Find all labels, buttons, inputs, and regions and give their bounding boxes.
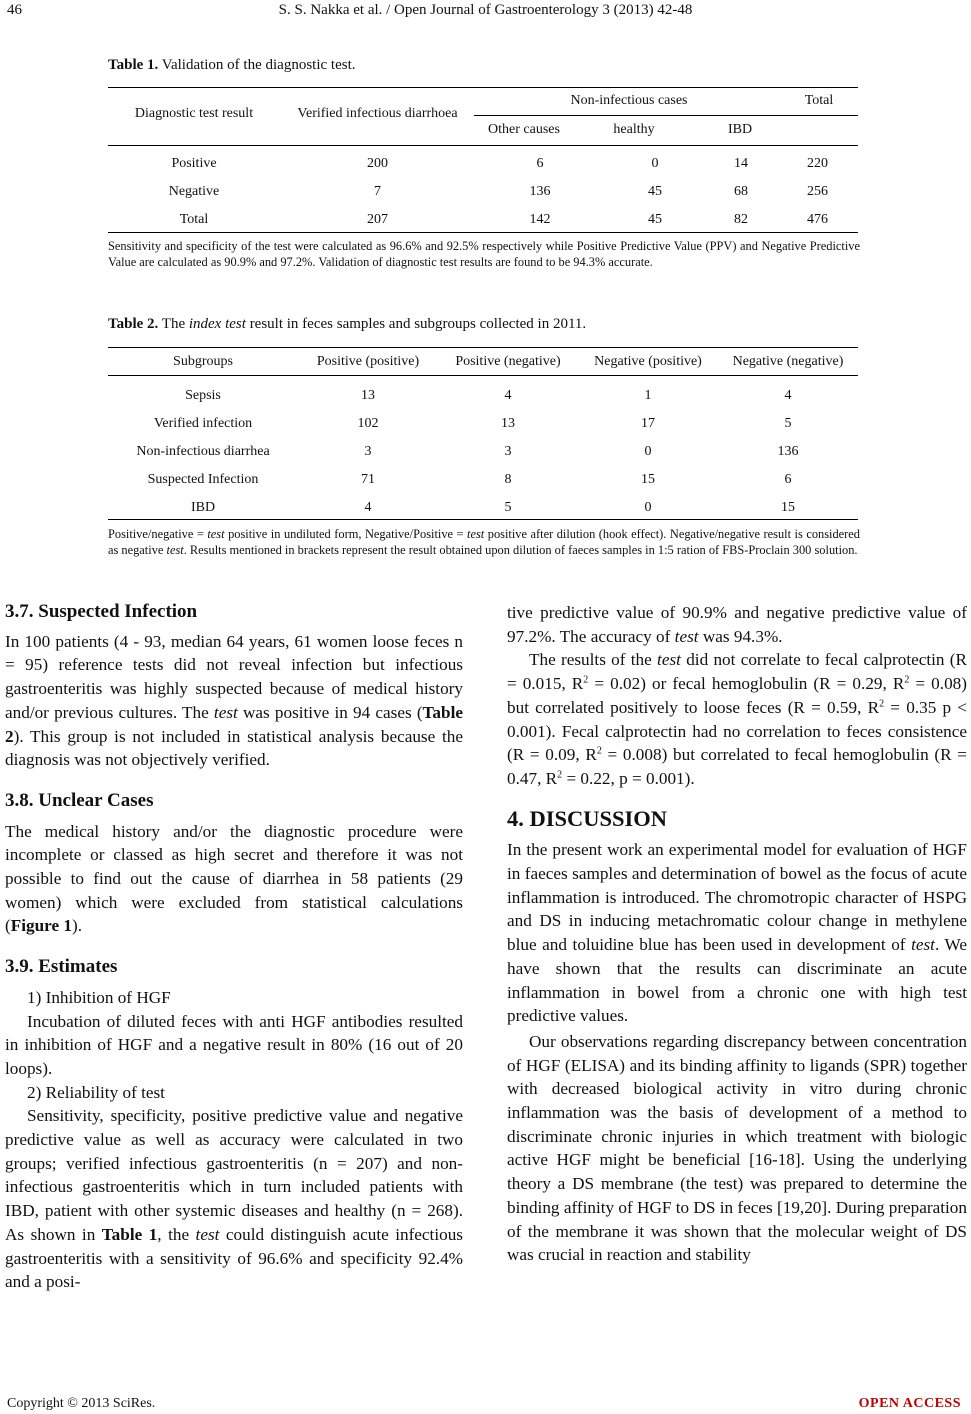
table-cell: 1 <box>644 388 652 403</box>
table1-col-total: Total <box>804 93 834 108</box>
right-column <box>507 601 967 1267</box>
table-cell: 8 <box>504 472 512 487</box>
paragraph: tive predictive value of 90.9% and negative predictive value of 97.2%. The accuracy of test was 94.3%. <box>507 603 967 646</box>
table1-sub-ibd: IBD <box>727 122 753 137</box>
column-header: Positive (negative) <box>455 354 561 369</box>
table-cell: 0 <box>644 500 652 515</box>
table-row <box>108 150 858 178</box>
table1-note: Sensitivity and specificity of the test were calculated as 96.6% and 92.5% respectively while Positive Predictive Value (PPV) and Negative Predictive Value are calculated as 90.9% and 97.2%. Validation of diagnostic test results are found to be 94.3% accurate. <box>108 239 860 269</box>
table-cell: 6 <box>784 472 792 487</box>
table2 <box>108 350 858 522</box>
table-cell: Total <box>179 212 209 227</box>
column-header: Subgroups <box>173 354 233 369</box>
table-cell: 476 <box>807 212 828 227</box>
column-header: Negative (negative) <box>732 354 844 369</box>
paragraph: Sensitivity, specificity, positive predictive value and negative predictive value as well as accuracy were calculated in two groups; verified infectious gastroenteritis (n = 207) and non-infectious gastroenteritis which in turn included patients with IBD, patient with other systemic diseases and healthy (n = 268). As shown in Table 1, the test could distinguish acute infectious gastroenteritis with a sensitivity of 96.6% and specificity 92.4% and a posi- <box>5 1106 463 1292</box>
table-cell: 7 <box>374 184 381 199</box>
section-heading-3-9: 3.9. Estimates <box>5 956 118 978</box>
table-cell: 136 <box>777 444 799 459</box>
table-cell: 68 <box>734 184 748 199</box>
table1-sub-healthy: healthy <box>613 122 655 137</box>
section-heading-3-8: 3.8. Unclear Cases <box>5 789 154 811</box>
paragraph: In 100 patients (4 - 93, median 64 years, 61 women loose feces n = 95) reference tests did not reveal infection but infectious gastroenteritis was highly suspected because of medical history and/or previous cultures. The test was positive in 94 cases (Table 2). This group is not included in statistical analysis because the diagnosis was not objectively verified. <box>5 631 463 770</box>
table-cell: 102 <box>357 416 379 431</box>
table1-head-rule <box>108 145 858 146</box>
table-cell: Verified infection <box>153 416 253 431</box>
table-cell: 142 <box>529 212 551 227</box>
table1-body <box>108 150 858 234</box>
list-item: 2) Reliability of test <box>27 1082 165 1102</box>
running-head: S. S. Nakka et al. / Open Journal of Gastroenterology 3 (2013) 42-48 <box>278 2 693 18</box>
table-cell: 256 <box>807 184 828 199</box>
table-row <box>108 438 858 466</box>
paragraph: The results of the test did not correlate to fecal calprotectin (R = 0.015, $R^2 = 0.02$) or fecal hemoglobulin (R = 0.29, $R^2 = 0.08$) but correlated positively to loose feces (R = 0.59, $R^2 = 0.35$ p < 0.001). Fecal calprotectin had no correlation to feces consistence (R = 0.09, $R^2 = 0.008$) but correlated to fecal hemoglobulin (R = 0.47, $R^2 = 0.22$, p = 0.001). <box>507 650 968 788</box>
table1-col-verified: Verified infectious diarrhoea <box>297 106 458 121</box>
table-cell: 15 <box>641 472 655 487</box>
paragraph: The medical history and/or the diagnostic procedure were incomplete or classed as high secret and therefore it was not possible to find out the cause of diarrhea in 58 patients (29 women) which were excluded from statistical calculations (Figure 1). <box>5 821 463 936</box>
column-header: Positive (positive) <box>316 354 420 369</box>
table-row <box>108 382 858 410</box>
table-cell: 71 <box>361 472 375 487</box>
table-cell: 200 <box>367 156 388 171</box>
table-cell: IBD <box>190 500 216 515</box>
table-row <box>108 410 858 438</box>
table-cell: 4 <box>364 500 372 515</box>
table-row <box>108 494 858 522</box>
table1-col-result: Diagnostic test result <box>134 106 254 121</box>
table-cell: Sepsis <box>185 388 221 403</box>
column-header: Negative (positive) <box>594 354 702 369</box>
table-cell: Positive <box>171 156 217 171</box>
table2-top-rule <box>108 347 858 348</box>
paragraph: Incubation of diluted feces with anti HGF antibodies resulted in inhibition of HGF and a negative result in 80% (16 out of 20 loops). <box>5 1011 463 1078</box>
table-cell: 0 <box>651 156 659 171</box>
table-cell: 3 <box>364 444 372 459</box>
table1-caption: Table 1. Validation of the diagnostic test. <box>108 57 356 73</box>
copyright: Copyright © 2013 SciRes. <box>7 1396 156 1411</box>
table-cell: 17 <box>641 416 655 431</box>
table-cell: Non-infectious diarrhea <box>136 444 270 459</box>
table-cell: 45 <box>648 212 662 227</box>
table-cell: 3 <box>504 444 512 459</box>
table1-group-rule <box>474 115 858 116</box>
table1-top-rule <box>108 87 858 88</box>
list-item: 1) Inhibition of HGF <box>27 987 171 1007</box>
page-number: 46 <box>7 2 22 18</box>
open-access-badge: OPEN ACCESS <box>858 1396 961 1411</box>
table-cell: 207 <box>367 212 388 227</box>
table-cell: 5 <box>504 500 512 515</box>
section-heading-4: 4. DISCUSSION <box>507 805 668 831</box>
table-cell: 15 <box>781 500 795 515</box>
table-cell: 4 <box>504 388 512 403</box>
table-header-row <box>108 350 858 374</box>
paragraph: Our observations regarding discrepancy between concentration of HGF (ELISA) and its binding affinity to ligands (SPR) together with decreased biological activity in vitro during chronic inflammation was the basis of development of a method to discriminate chronic injuries in which treatment with biologic active HGF might be beneficial [16-18]. Using the underlying theory a DS membrane (the test) was prepared to determine the binding affinity of HGF to DS in feces [19,20]. During preparation of the membrane it was shown that the molecular weight of DS was crucial in reaction and stability <box>507 1031 967 1265</box>
table-cell: 82 <box>734 212 748 227</box>
section-heading-3-7: 3.7. Suspected Infection <box>5 601 198 622</box>
paragraph: In the present work an experimental model for evaluation of HGF in faeces samples and determination of bowel as the focus of acute inflammation is introduced. The chromotropic character of HSPG and DS in inducing metachromatic colour change in methylene blue and toluidine blue has been used in development of test. We have shown that the results can discriminate an acute inflammation in bowel from a chronic one with high test predictive values. <box>507 840 967 1026</box>
left-column <box>5 600 463 1294</box>
table2-caption: Table 2. The index test result in feces samples and subgroups collected in 2011. <box>108 316 587 332</box>
table-cell: 14 <box>734 156 748 171</box>
table-cell: 136 <box>529 184 551 199</box>
table-cell: 13 <box>501 416 515 431</box>
table-row <box>108 206 858 234</box>
table-cell: 6 <box>536 156 544 171</box>
table-cell: 45 <box>648 184 662 199</box>
table-cell: Negative <box>168 184 220 199</box>
table-cell: 0 <box>644 444 652 459</box>
table-cell: 220 <box>807 156 828 171</box>
table-cell: Suspected Infection <box>147 472 259 487</box>
table-cell: 13 <box>361 388 375 403</box>
table-cell: 4 <box>784 388 792 403</box>
table2-note: Positive/negative = test positive in undiluted form, Negative/Positive = test positive after dilution (hook effect). Negative/negative result is considered as negative test. Results mentioned in brackets represent the result obtained upon dilution of faeces samples in 1:5 ration of FBS-Proclain 300 solution. <box>108 527 860 557</box>
table1-sub-other: Other causes <box>488 122 560 137</box>
table-row <box>108 178 858 206</box>
table-cell: 5 <box>784 416 792 431</box>
table-row <box>108 466 858 494</box>
table1-group-noninfectious: Non-infectious cases <box>570 93 688 108</box>
